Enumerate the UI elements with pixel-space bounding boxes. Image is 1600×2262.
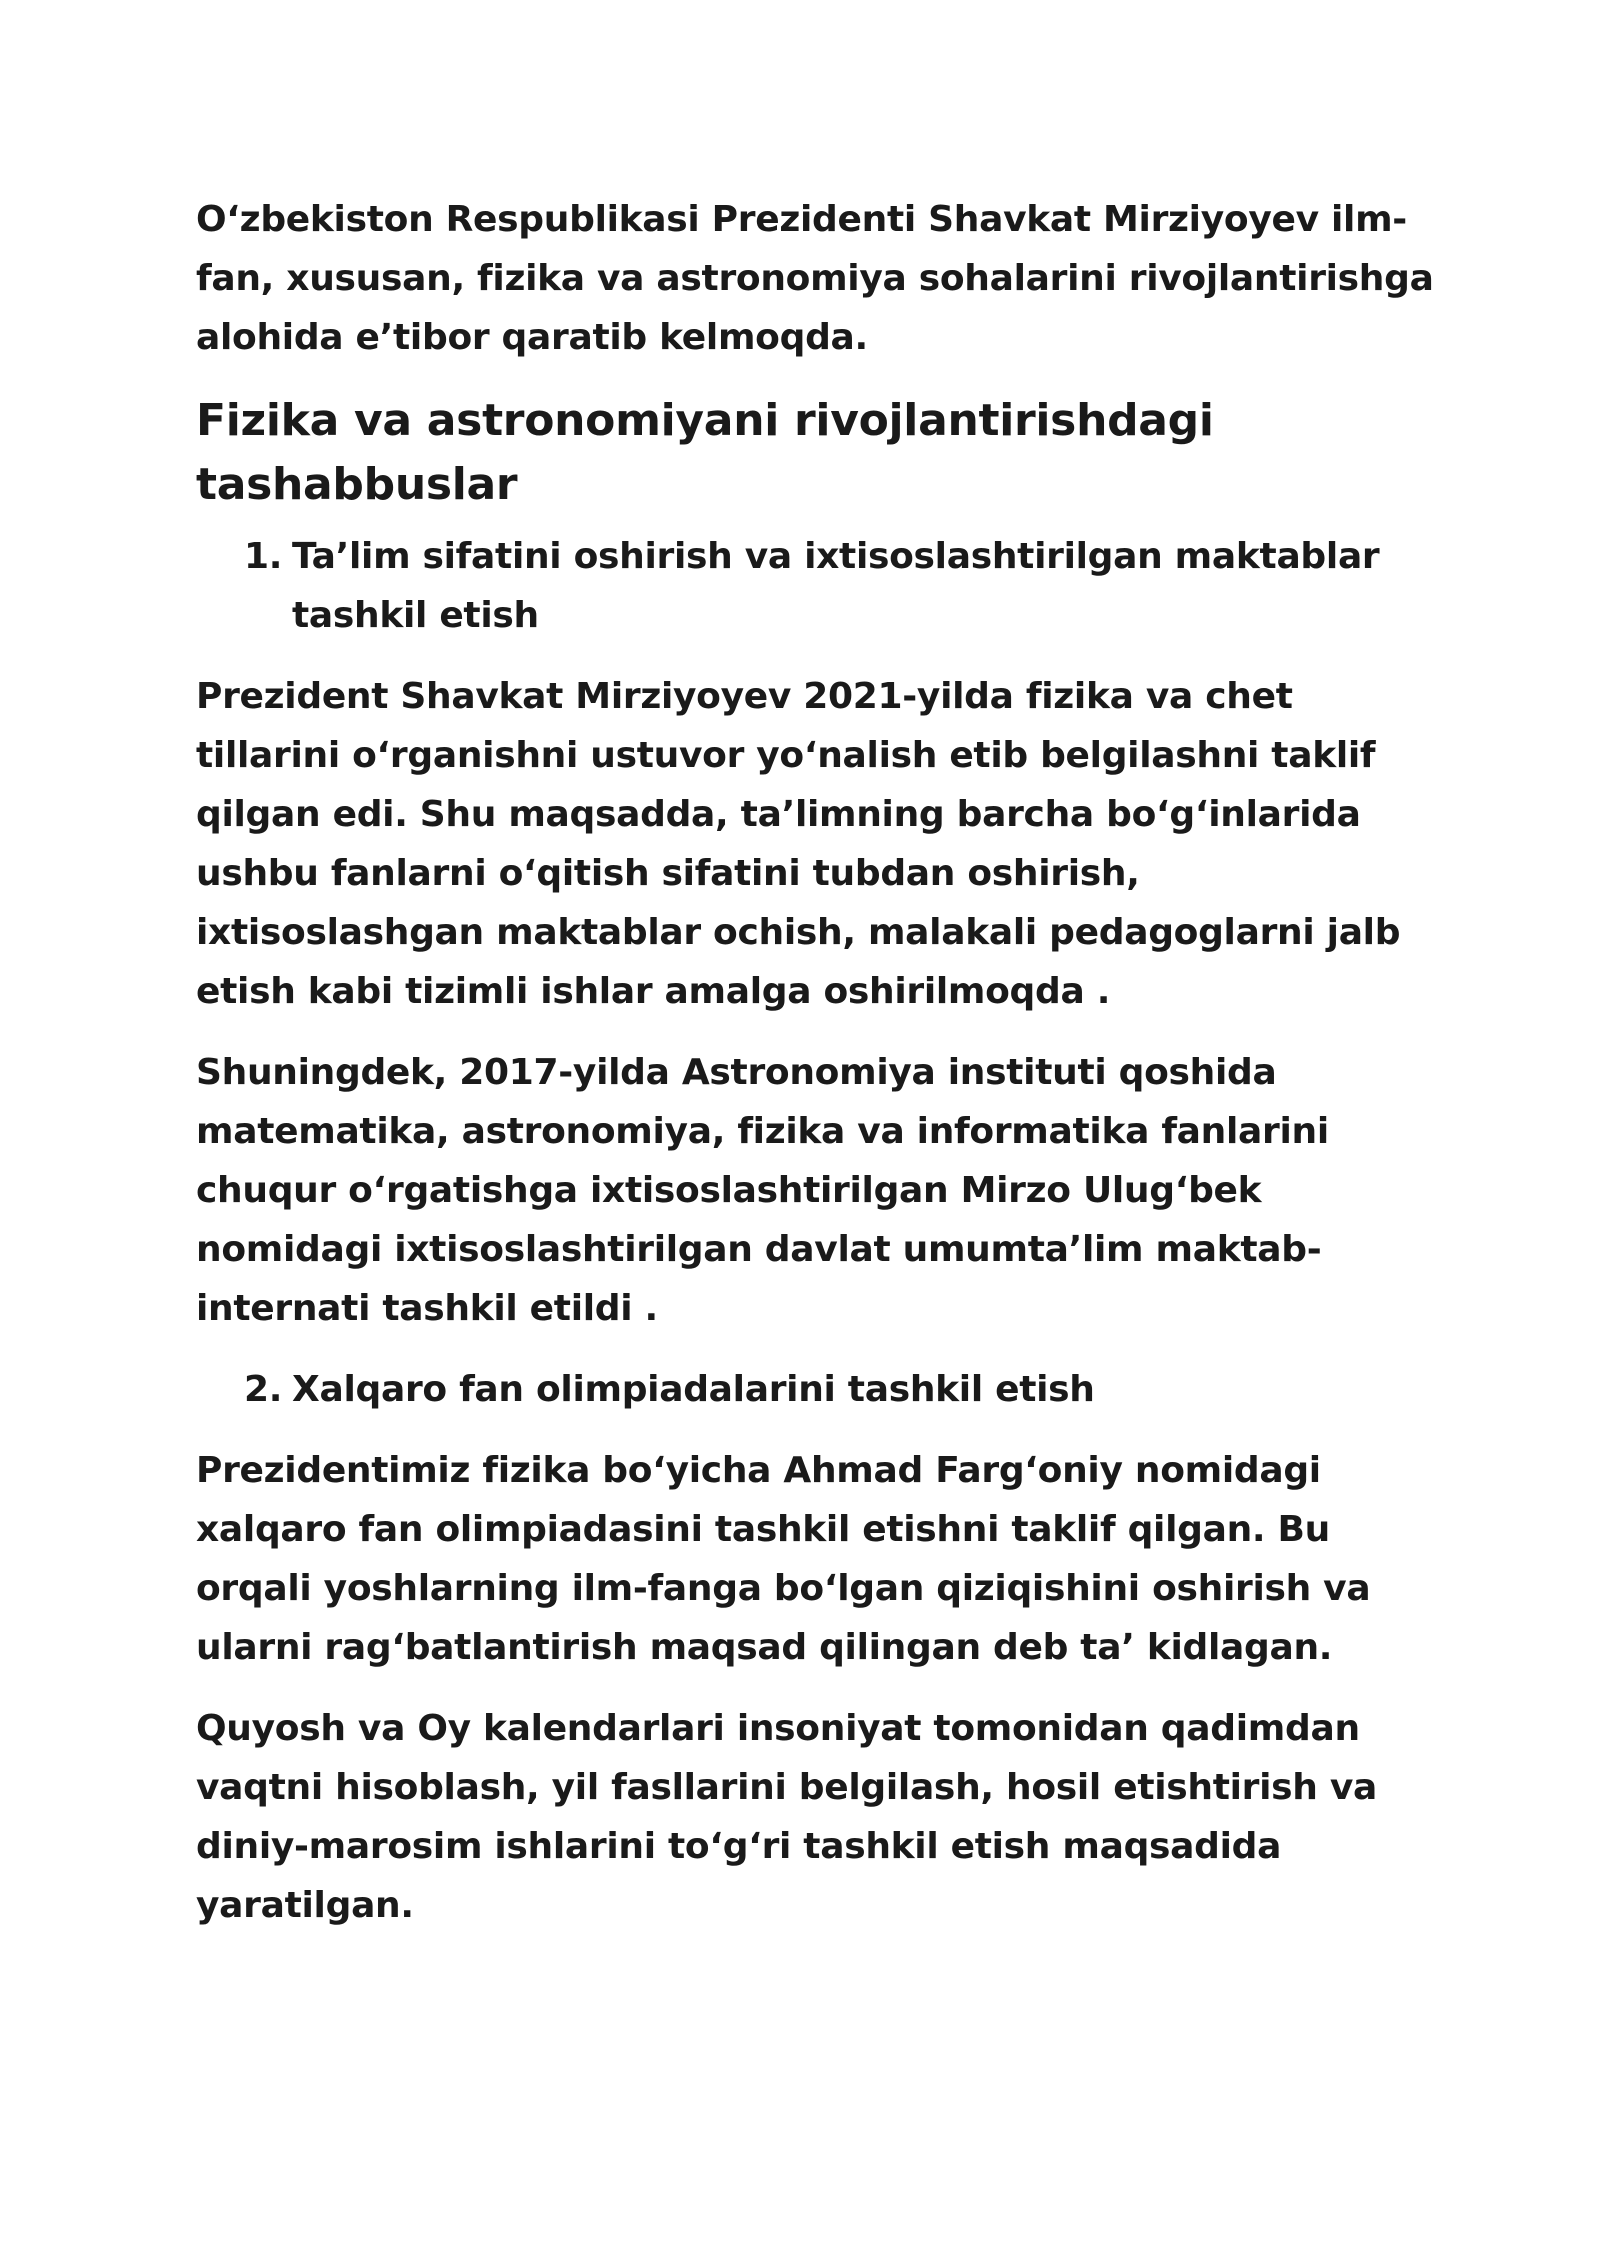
list-number: 1.	[244, 536, 283, 577]
list-item-title: Ta’lim sifatini oshirish va ixtisoslashtirilgan maktablar tashkil etish	[292, 536, 1380, 636]
body-paragraph: Prezident Shavkat Mirziyoyev 2021-yilda fizika va chet tillarini o‘rganishni ustuvor yo‘nalish etib belgilashni taklif qilgan edi. Shu maqsadda, ta’limning barcha bo‘g‘inlarida ushbu fanlarni o‘qitish sifatini tubdan oshirish, ixtisoslashgan maktablar ochish, malakali pedagoglarni jalb etish kabi tizimli ishlar amalga oshirilmoqda .	[196, 676, 1401, 1012]
list-item-title: Xalqaro fan olimpiadalarini tashkil etish	[292, 1369, 1095, 1410]
body-paragraph: Quyosh va Oy kalendarlari insoniyat tomonidan qadimdan vaqtni hisoblash, yil fasllarini belgilash, hosil etishtirish va diniy-marosim ishlarini to‘g‘ri tashkil etish maqsadida yaratilgan.	[196, 1708, 1378, 1926]
list-item	[196, 527, 1436, 645]
section-heading: Fizika va astronomiyani rivojlantirishdagi tashabbuslar	[196, 395, 1214, 510]
body-paragraph: Prezidentimiz fizika bo‘yicha Ahmad Farg‘oniy nomidagi xalqaro fan olimpiadasini tashkil etishni taklif qilgan. Bu orqali yoshlarning ilm-fanga bo‘lgan qiziqishini oshirish va ularni rag‘batlantirish maqsad qilingan deb ta’ kidlagan.	[196, 1450, 1371, 1668]
document-page	[196, 190, 1436, 1957]
list-number: 2.	[244, 1369, 283, 1410]
intro-paragraph: O‘zbekiston Respublikasi Prezidenti Shavkat Mirziyoyev ilm-fan, xususan, fizika va astronomiya sohalarini rivojlantirishga alohida e’tibor qaratib kelmoqda.	[196, 199, 1434, 358]
body-paragraph: Shuningdek, 2017-yilda Astronomiya instituti qoshida matematika, astronomiya, fizika va informatika fanlarini chuqur o‘rgatishga ixtisoslashtirilgan Mirzo Ulug‘bek nomidagi ixtisoslashtirilgan davlat umumta’lim maktab-internati tashkil etildi .	[196, 1052, 1329, 1329]
list-item	[196, 1360, 1436, 1419]
